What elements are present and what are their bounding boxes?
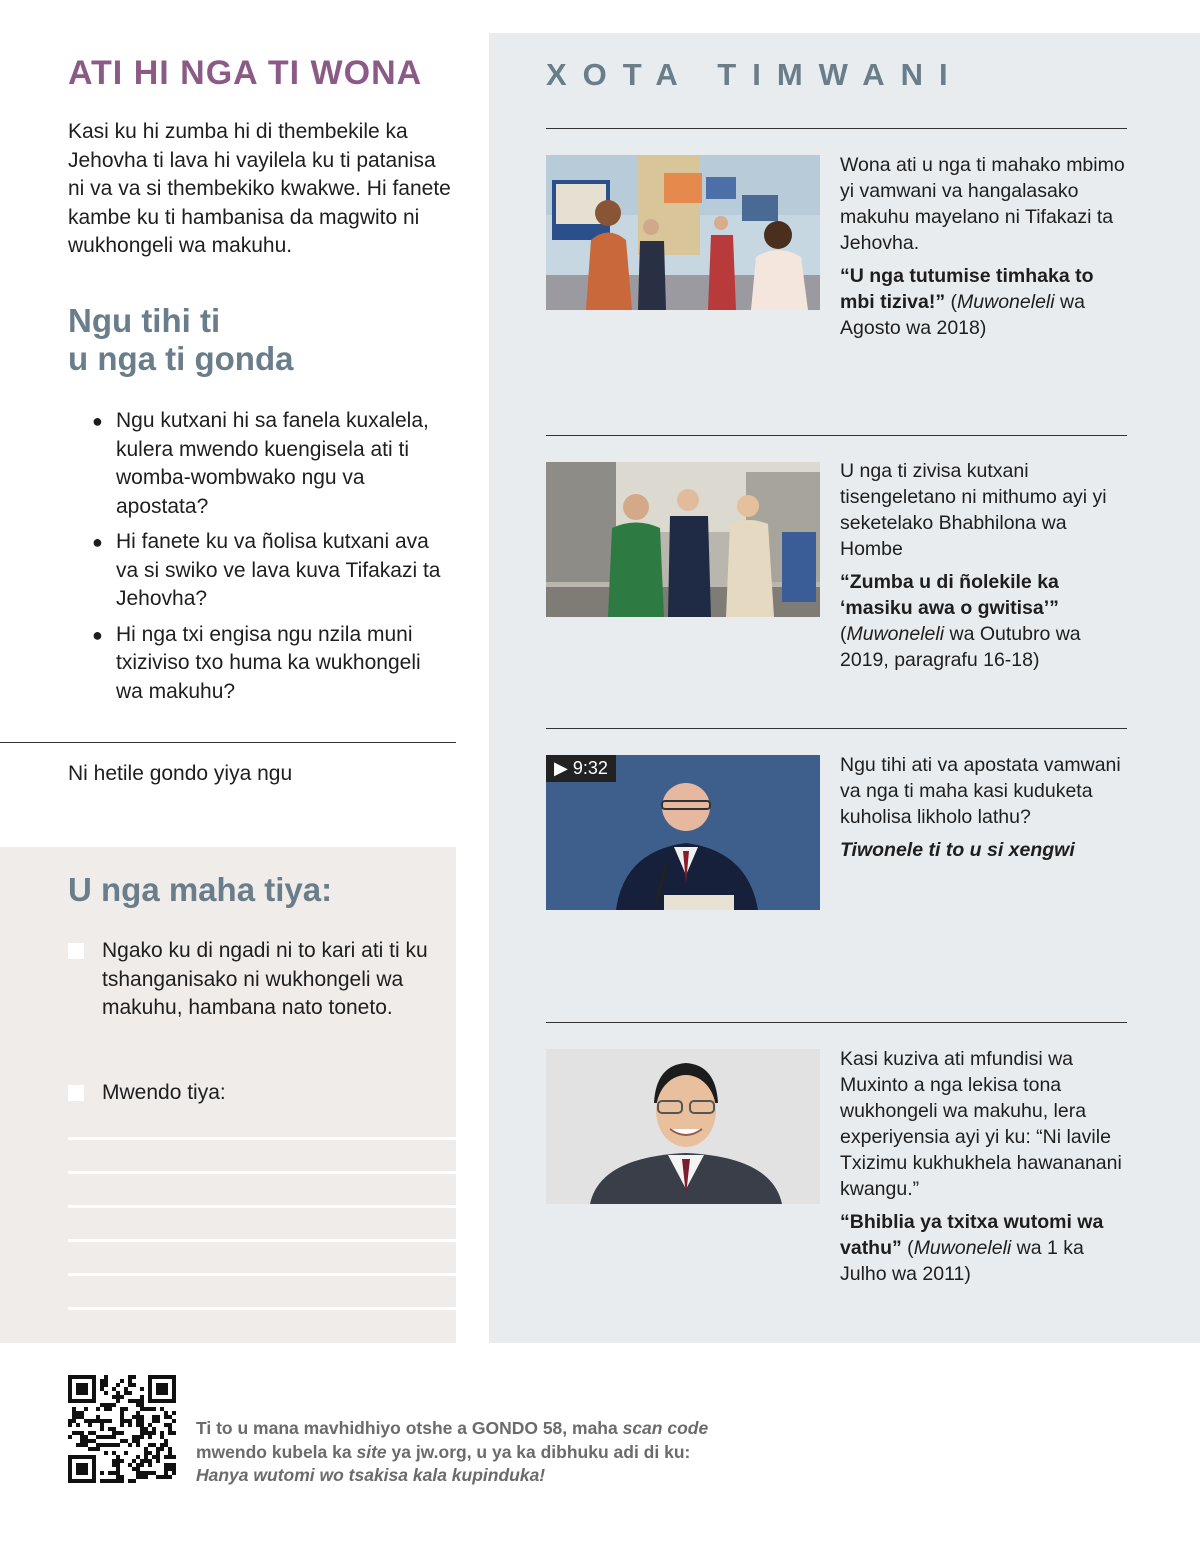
- smiling-man-portrait[interactable]: [546, 1049, 820, 1204]
- divider: [546, 128, 1127, 129]
- writing-line[interactable]: [68, 1239, 456, 1242]
- resource-description: Wona ati u nga ti mahako mbimo yi vamwani va hangalasako makuhu mayelano ni Tifakazi ta Jehovha.: [840, 154, 1125, 254]
- resource-reference[interactable]: “U nga tutumise timhaka to mbi tiziva!” (Muwoneleli wa Agosto wa 2018): [840, 265, 1094, 339]
- question-text: Hi fanete ku va ñolisa kutxani ava va si swiko ve lava kuva Tifakazi ta Jehovha?: [116, 530, 441, 610]
- questions-list: [92, 407, 452, 713]
- article-title: “Zumba u di ñolekile ka ‘masiku awa o gwitisa’”: [840, 571, 1059, 619]
- resource-description: Ngu tihi ati va apostata vamwani va nga ti maha kasi kuduketa kuholisa likholo lathu?: [840, 754, 1121, 828]
- resource-item-3: [840, 752, 1130, 863]
- resource-reference[interactable]: [840, 837, 1130, 863]
- resource-reference[interactable]: “Bhiblia ya txitxa wutomi wa vathu” (Muwoneleli wa 1 ka Julho wa 2011): [840, 1211, 1104, 1285]
- writing-line[interactable]: [68, 1137, 456, 1140]
- footer-note: Ti to u mana mavhidhiyo otshe a GONDO 58, maha scan code mwendo kubela ka site ya jw.org, u ya ka dibhuku adi di ku: Hanya wutomi wo tsakisa kala kupinduka!: [196, 1418, 709, 1485]
- resource-item-2: [840, 458, 1130, 673]
- right-column: [489, 33, 1200, 1343]
- todo-text: Ngako ku di ngadi ni to kari ati ti ku tshanganisako ni wukhongeli wa makuhu, hambana nato toneto.: [102, 939, 428, 1019]
- street-witnessing-photo-icon: [546, 462, 820, 617]
- explore-title: XOTA TIMWANI: [546, 57, 964, 92]
- video-thumbnail[interactable]: [546, 755, 820, 910]
- question-item: [92, 621, 452, 707]
- smiling-man-portrait-icon: [546, 1049, 820, 1204]
- resource-reference[interactable]: “Zumba u di ñolekile ka ‘masiku awa o gwitisa’” (Muwoneleli wa Outubro wa 2019, paragrafu 16-18): [840, 571, 1081, 671]
- section-title: ATI HI NGA TI WONA: [68, 54, 423, 92]
- writing-line[interactable]: [68, 1273, 456, 1276]
- writing-line[interactable]: [68, 1307, 456, 1310]
- divider: [546, 435, 1127, 436]
- publication-name: Muwoneleli: [957, 291, 1055, 313]
- video-duration-badge: ▶ 9:32: [546, 755, 616, 782]
- todo-text: Mwendo tiya:: [102, 1081, 226, 1104]
- street-witnessing-photo[interactable]: [546, 462, 820, 617]
- resource-description: Kasi kuziva ati mfundisi wa Muxinto a nga lekisa tona wukhongeli wa makuhu, lera experiyensia ayi yi ku: “Ni lavile Txizimu kukhukhela hawananani kwangu.”: [840, 1048, 1122, 1200]
- writing-line[interactable]: [68, 1205, 456, 1208]
- divider: [0, 742, 456, 743]
- resource-item-1: [840, 152, 1130, 341]
- resource-description: U nga ti zivisa kutxani tisengeletano ni mithumo ayi yi seketelako Bhabhilona wa Hombe: [840, 460, 1107, 560]
- todo-item-avoid: [68, 937, 438, 1023]
- bullet-icon: ●: [92, 532, 103, 552]
- publication-date: wa Agosto wa 2018): [840, 291, 1085, 339]
- publication-date: wa Outubro wa 2019, paragrafu 16-18): [840, 623, 1081, 671]
- resource-item-4: [840, 1046, 1130, 1287]
- question-text: Ngu kutxani hi sa fanela kuxalela, kulera mwendo kuengisela ati ti womba-wombwako ngu va apostata?: [116, 409, 429, 518]
- qr-code-graphic: [68, 1375, 176, 1483]
- divider: [546, 728, 1127, 729]
- questions-heading: [68, 302, 448, 378]
- todo-item-custom: [68, 1079, 438, 1108]
- completion-note-field[interactable]: Ni hetile gondo yiya ngu: [68, 762, 293, 785]
- checkbox-icon[interactable]: [68, 1085, 84, 1101]
- qr-code-icon[interactable]: [68, 1375, 176, 1483]
- publication-name: Muwoneleli: [913, 1237, 1012, 1259]
- todo-box: [0, 847, 456, 1343]
- bullet-icon: ●: [92, 411, 103, 431]
- news-crowd-illustration[interactable]: [546, 155, 820, 310]
- left-column: [0, 0, 456, 1343]
- questions-heading-line1: Ngu tihi ti: [68, 302, 221, 339]
- article-title: “Bhiblia ya txitxa wutomi wa vathu”: [840, 1211, 1104, 1259]
- article-title: “U nga tutumise timhaka to mbi tiziva!”: [840, 265, 1094, 313]
- bullet-icon: ●: [92, 624, 103, 645]
- question-item: [92, 528, 452, 614]
- publication-name: Muwoneleli: [846, 623, 945, 645]
- divider: [546, 1022, 1127, 1023]
- todo-title: U nga maha tiya:: [68, 871, 333, 908]
- question-item: [92, 407, 452, 521]
- publication-date: wa 1 ka Julho wa 2011): [840, 1237, 1084, 1285]
- questions-heading-line2: u nga ti gonda: [68, 340, 294, 377]
- book-title: Hanya wutomi wo tsakisa kala kupinduka!: [196, 1465, 546, 1485]
- writing-line[interactable]: [68, 1171, 456, 1174]
- question-text: Hi nga txi engisa ngu nzila muni txiziviso txo huma ka wukhongeli wa makuhu?: [116, 622, 421, 703]
- checkbox-icon[interactable]: [68, 943, 84, 959]
- news-crowd-illustration-icon: [546, 155, 820, 310]
- video-title: Tiwonele ti to u si xengwi: [840, 839, 1075, 861]
- intro-paragraph: Kasi ku hi zumba hi di thembekile ka Jehovha ti lava hi vayilela ku ti patanisa ni va va si thembekiko kwakwe. Hi fanete kambe ku ti hambanisa da magwito ni wukhongeli wa makuhu.: [68, 120, 451, 257]
